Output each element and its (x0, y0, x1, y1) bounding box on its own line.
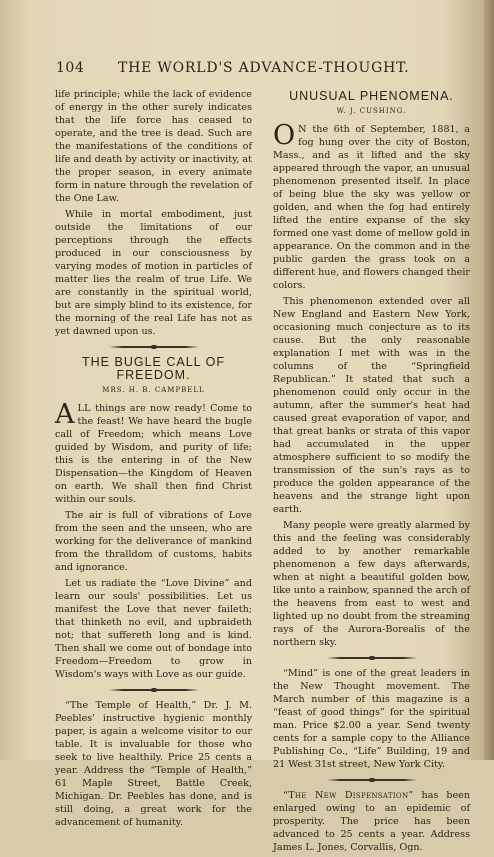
dropcap-continuation: LL (77, 403, 91, 414)
paragraph-text: the 6th of September, 1881, a fog hung over the city of Boston, Mass., and as it lifted and the sky appeared through the vapor, an unusual phenomenon presented itself. In place of being blue the sky was yellow or golden, and when the fog had entirely lifted the entire expanse of the sky formed one vast dome of mellow gold in appearance. On the common and in the public garden the grass took on a different hue, and flowers changed their colors. (273, 124, 470, 291)
drop-cap-letter: O (273, 120, 296, 151)
page-edge-shadow (484, 0, 494, 760)
running-title: THE WORLD'S ADVANCE-THOUGHT. (118, 60, 410, 76)
paragraph: Let us radiate the “Love Divine” and learn our souls' possibilities. Let us manifest the Love that never faileth; that thinketh no evil, and upbraideth not; that suffereth long and is kind. Then shall we come out of bondage into Freedom—Freedom to grow in Wisdom's ways with Love as our guide. (55, 578, 252, 680)
article-byline: MRS. H. B. CAMPBELL (102, 386, 205, 394)
paragraph: This phenomenon extended over all New England and Eastern New York, occasioning much conjecture as to its cause. But the only reasonable explanation I met with was in the columns of the “Springfield Republican.” It stated that such a phenomenon could only occur in the autumn, after the summer's heat had caused great evaporation of vapor, and that great banks or strata of this vapor had accumulated in the upper atmosphere sufficient to so modify the transmission of the sun's rays as to produce the golden appearance of the heavens and the strange light upon earth. (273, 296, 470, 515)
paragraph: The air is full of vibrations of Love from the seen and the unseen, who are working for the deliverance of mankind from the thralldom of customs, habits and ignorance. (55, 510, 252, 573)
paragraph-with-dropcap (273, 120, 470, 292)
section-divider (109, 689, 199, 691)
page-header (56, 60, 456, 80)
paragraph: While in mortal embodiment, just outside the limitations of our perceptions through the effects produced in our consciousness by varying modes of motion in particles of matter lies the realm of true Life. We are constantly in the spiritual world, but are simply blind to its existence, for the morning of the real Life has not as yet dawned upon us. (55, 209, 252, 337)
paragraph-text: has been enlarged owing to an epidemic of prosperity. The price has been advanced to 25 cents a year. Address James L. Jones, Corvallis, Ogn. (273, 790, 470, 853)
paragraph: life principle; while the lack of evidence of energy in the other surely indicates that the life force has ceased to operate, and the tree is dead. Such are the manifestations of the conditions of life and death by activity or inactivity, at the proper season, in every animate form in nature through the revelation of the One Law. (55, 89, 252, 204)
notice-new-dispensation (273, 789, 470, 854)
article-title-bugle-call: THE BUGLE CALL OF FREEDOM. (82, 355, 225, 382)
notice-temple-of-health: “The Temple of Health,” Dr. J. M. Peebles' instructive hygienic monthly paper, is again a welcome visitor to our table. It is invaluable for those who seek to live healthily. Price 25 cents a year. Address the “Temple of Health,” 61 Maple Street, Battle Creek, Michigan. Dr. Peebles has done, and is still doing, a great work for the advancement of humanity. (55, 700, 252, 828)
article-byline: W. J. CUSHING. (336, 107, 407, 115)
notice-mind-magazine: “Mind” is one of the great leaders in the New Thought movement. The March number of this magazine is a “feast of good things” for the spiritual man. Price $2.00 a year. Send twenty cents for a sample copy to the Alliance Publishing Co., “Life” Building, 19 and 21 West 31st street, New York City. (273, 668, 470, 770)
paragraph-text: things are now ready! Come to the feast! We have heard the bugle call of Freedom; which means Love guided by Wisdom, and purity of life; this is the entering in of the New Dispensation—the Kingdom of Heaven on earth. We shall then find Christ within our souls. (55, 403, 252, 505)
section-divider (109, 346, 199, 348)
page-number: 104 (56, 60, 85, 76)
left-column (55, 88, 252, 832)
drop-cap-letter: A (55, 399, 75, 430)
dropcap-continuation: N (298, 124, 307, 135)
paragraph-with-dropcap (55, 399, 252, 506)
right-column (273, 88, 470, 857)
article-title-unusual-phenomena: UNUSUAL PHENOMENA. (289, 89, 454, 103)
publication-name: “The New Dispensation” (283, 790, 414, 801)
paragraph: Many people were greatly alarmed by this and the feeling was considerably added to by another remarkable phenomenon a few days afterwards, when at night a beautiful golden bow, like unto a rainbow, spanned the arch of the heavens from east to west and lighted up no doubt from the streaming rays of the Aurora-Borealis of the northern sky. (273, 520, 470, 648)
section-divider (327, 779, 417, 781)
section-divider (327, 657, 417, 659)
